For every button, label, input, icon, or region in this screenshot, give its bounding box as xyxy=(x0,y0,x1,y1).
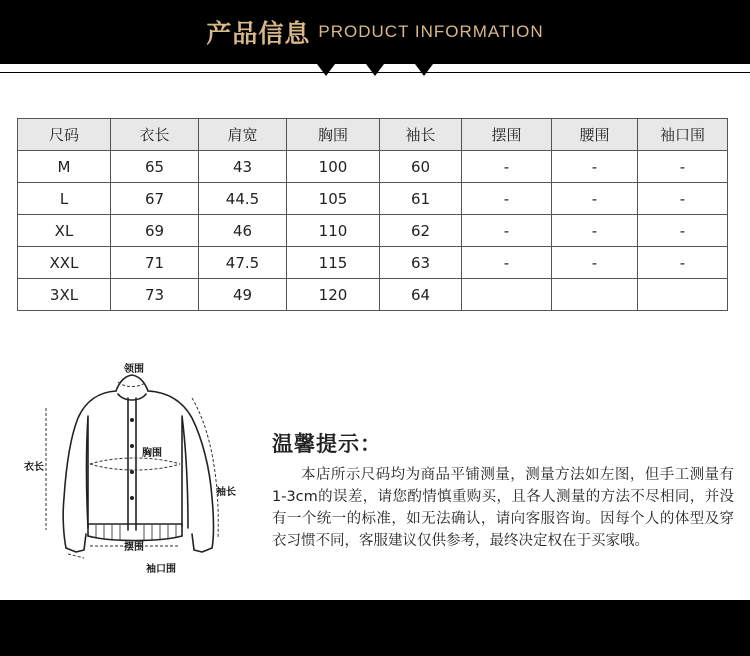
table-cell: M xyxy=(18,151,111,183)
jacket-outline xyxy=(63,375,213,552)
table-cell: 47.5 xyxy=(199,247,287,279)
table-cell: - xyxy=(462,215,552,247)
table-cell xyxy=(462,279,552,311)
table-cell: - xyxy=(552,247,638,279)
table-cell xyxy=(638,279,728,311)
table-row xyxy=(18,279,728,311)
label-cuff: 袖口围 xyxy=(146,564,176,575)
table-cell: 44.5 xyxy=(199,183,287,215)
table-cell: XL xyxy=(18,215,111,247)
table-cell xyxy=(552,279,638,311)
table-cell: - xyxy=(462,151,552,183)
triangle-marker xyxy=(366,64,384,76)
table-cell: 61 xyxy=(380,183,462,215)
table-cell: 120 xyxy=(287,279,380,311)
table-cell: 115 xyxy=(287,247,380,279)
label-hem: 摆围 xyxy=(124,542,144,553)
table-cell: XXL xyxy=(18,247,111,279)
table-cell: 64 xyxy=(380,279,462,311)
table-cell: 63 xyxy=(380,247,462,279)
table-cell: - xyxy=(638,215,728,247)
tips-body: 本店所示尺码均为商品平铺测量，测量方法如左图，但手工测量有1-3cm的误差，请您酌情慎重购买，且各人测量的方法不尽相同，并没有一个统一的标准，如无法确认，请向客服咨询。因每个人的体型及穿衣习惯不同，客服建议仅供参考，最终决定权在于买家哦。 xyxy=(272,467,734,549)
jacket-measure-diagram xyxy=(20,358,260,583)
tips-title: 温馨提示： xyxy=(272,432,382,456)
table-cell: - xyxy=(638,183,728,215)
title-english: PRODUCT INFORMATION xyxy=(318,22,544,41)
table-cell: - xyxy=(638,151,728,183)
table-cell: 3XL xyxy=(18,279,111,311)
table-header-row xyxy=(18,119,728,151)
label-sleeve: 袖长 xyxy=(216,487,236,498)
triangle-marker xyxy=(317,64,335,76)
table-cell: - xyxy=(552,151,638,183)
header-length: 衣长 xyxy=(111,119,199,151)
header-cuff: 袖口围 xyxy=(638,119,728,151)
header-chest: 胸围 xyxy=(287,119,380,151)
tips-section xyxy=(272,428,734,552)
footer-band xyxy=(0,600,750,656)
size-table xyxy=(17,118,728,311)
table-cell: L xyxy=(18,183,111,215)
measure-lines xyxy=(46,382,218,558)
table-cell: - xyxy=(462,183,552,215)
table-row xyxy=(18,183,728,215)
table-cell: 62 xyxy=(380,215,462,247)
header-shoulder: 肩宽 xyxy=(199,119,287,151)
table-cell: 49 xyxy=(199,279,287,311)
label-chest: 胸围 xyxy=(142,448,162,459)
table-cell: 60 xyxy=(380,151,462,183)
table-cell: 71 xyxy=(111,247,199,279)
table-cell: 105 xyxy=(287,183,380,215)
header-sleeve: 袖长 xyxy=(380,119,462,151)
table-cell: - xyxy=(552,215,638,247)
header-hem: 摆围 xyxy=(462,119,552,151)
table-cell: 43 xyxy=(199,151,287,183)
triangle-marker xyxy=(415,64,433,76)
header-band xyxy=(0,0,750,64)
table-cell: - xyxy=(638,247,728,279)
table-cell: 69 xyxy=(111,215,199,247)
table-cell: 73 xyxy=(111,279,199,311)
table-row xyxy=(18,151,728,183)
label-length: 衣长 xyxy=(24,462,44,473)
label-collar: 领围 xyxy=(124,364,144,375)
table-cell: 46 xyxy=(199,215,287,247)
button-dots xyxy=(130,418,134,500)
table-row xyxy=(18,247,728,279)
header-waist: 腰围 xyxy=(552,119,638,151)
header-size: 尺码 xyxy=(18,119,111,151)
table-cell: 67 xyxy=(111,183,199,215)
table-cell: 110 xyxy=(287,215,380,247)
header-divider xyxy=(0,64,750,94)
table-row xyxy=(18,215,728,247)
table-cell: - xyxy=(552,183,638,215)
title-chinese: 产品信息 xyxy=(206,19,311,48)
table-cell: 65 xyxy=(111,151,199,183)
header-title xyxy=(0,14,750,50)
table-cell: 100 xyxy=(287,151,380,183)
table-cell: - xyxy=(462,247,552,279)
